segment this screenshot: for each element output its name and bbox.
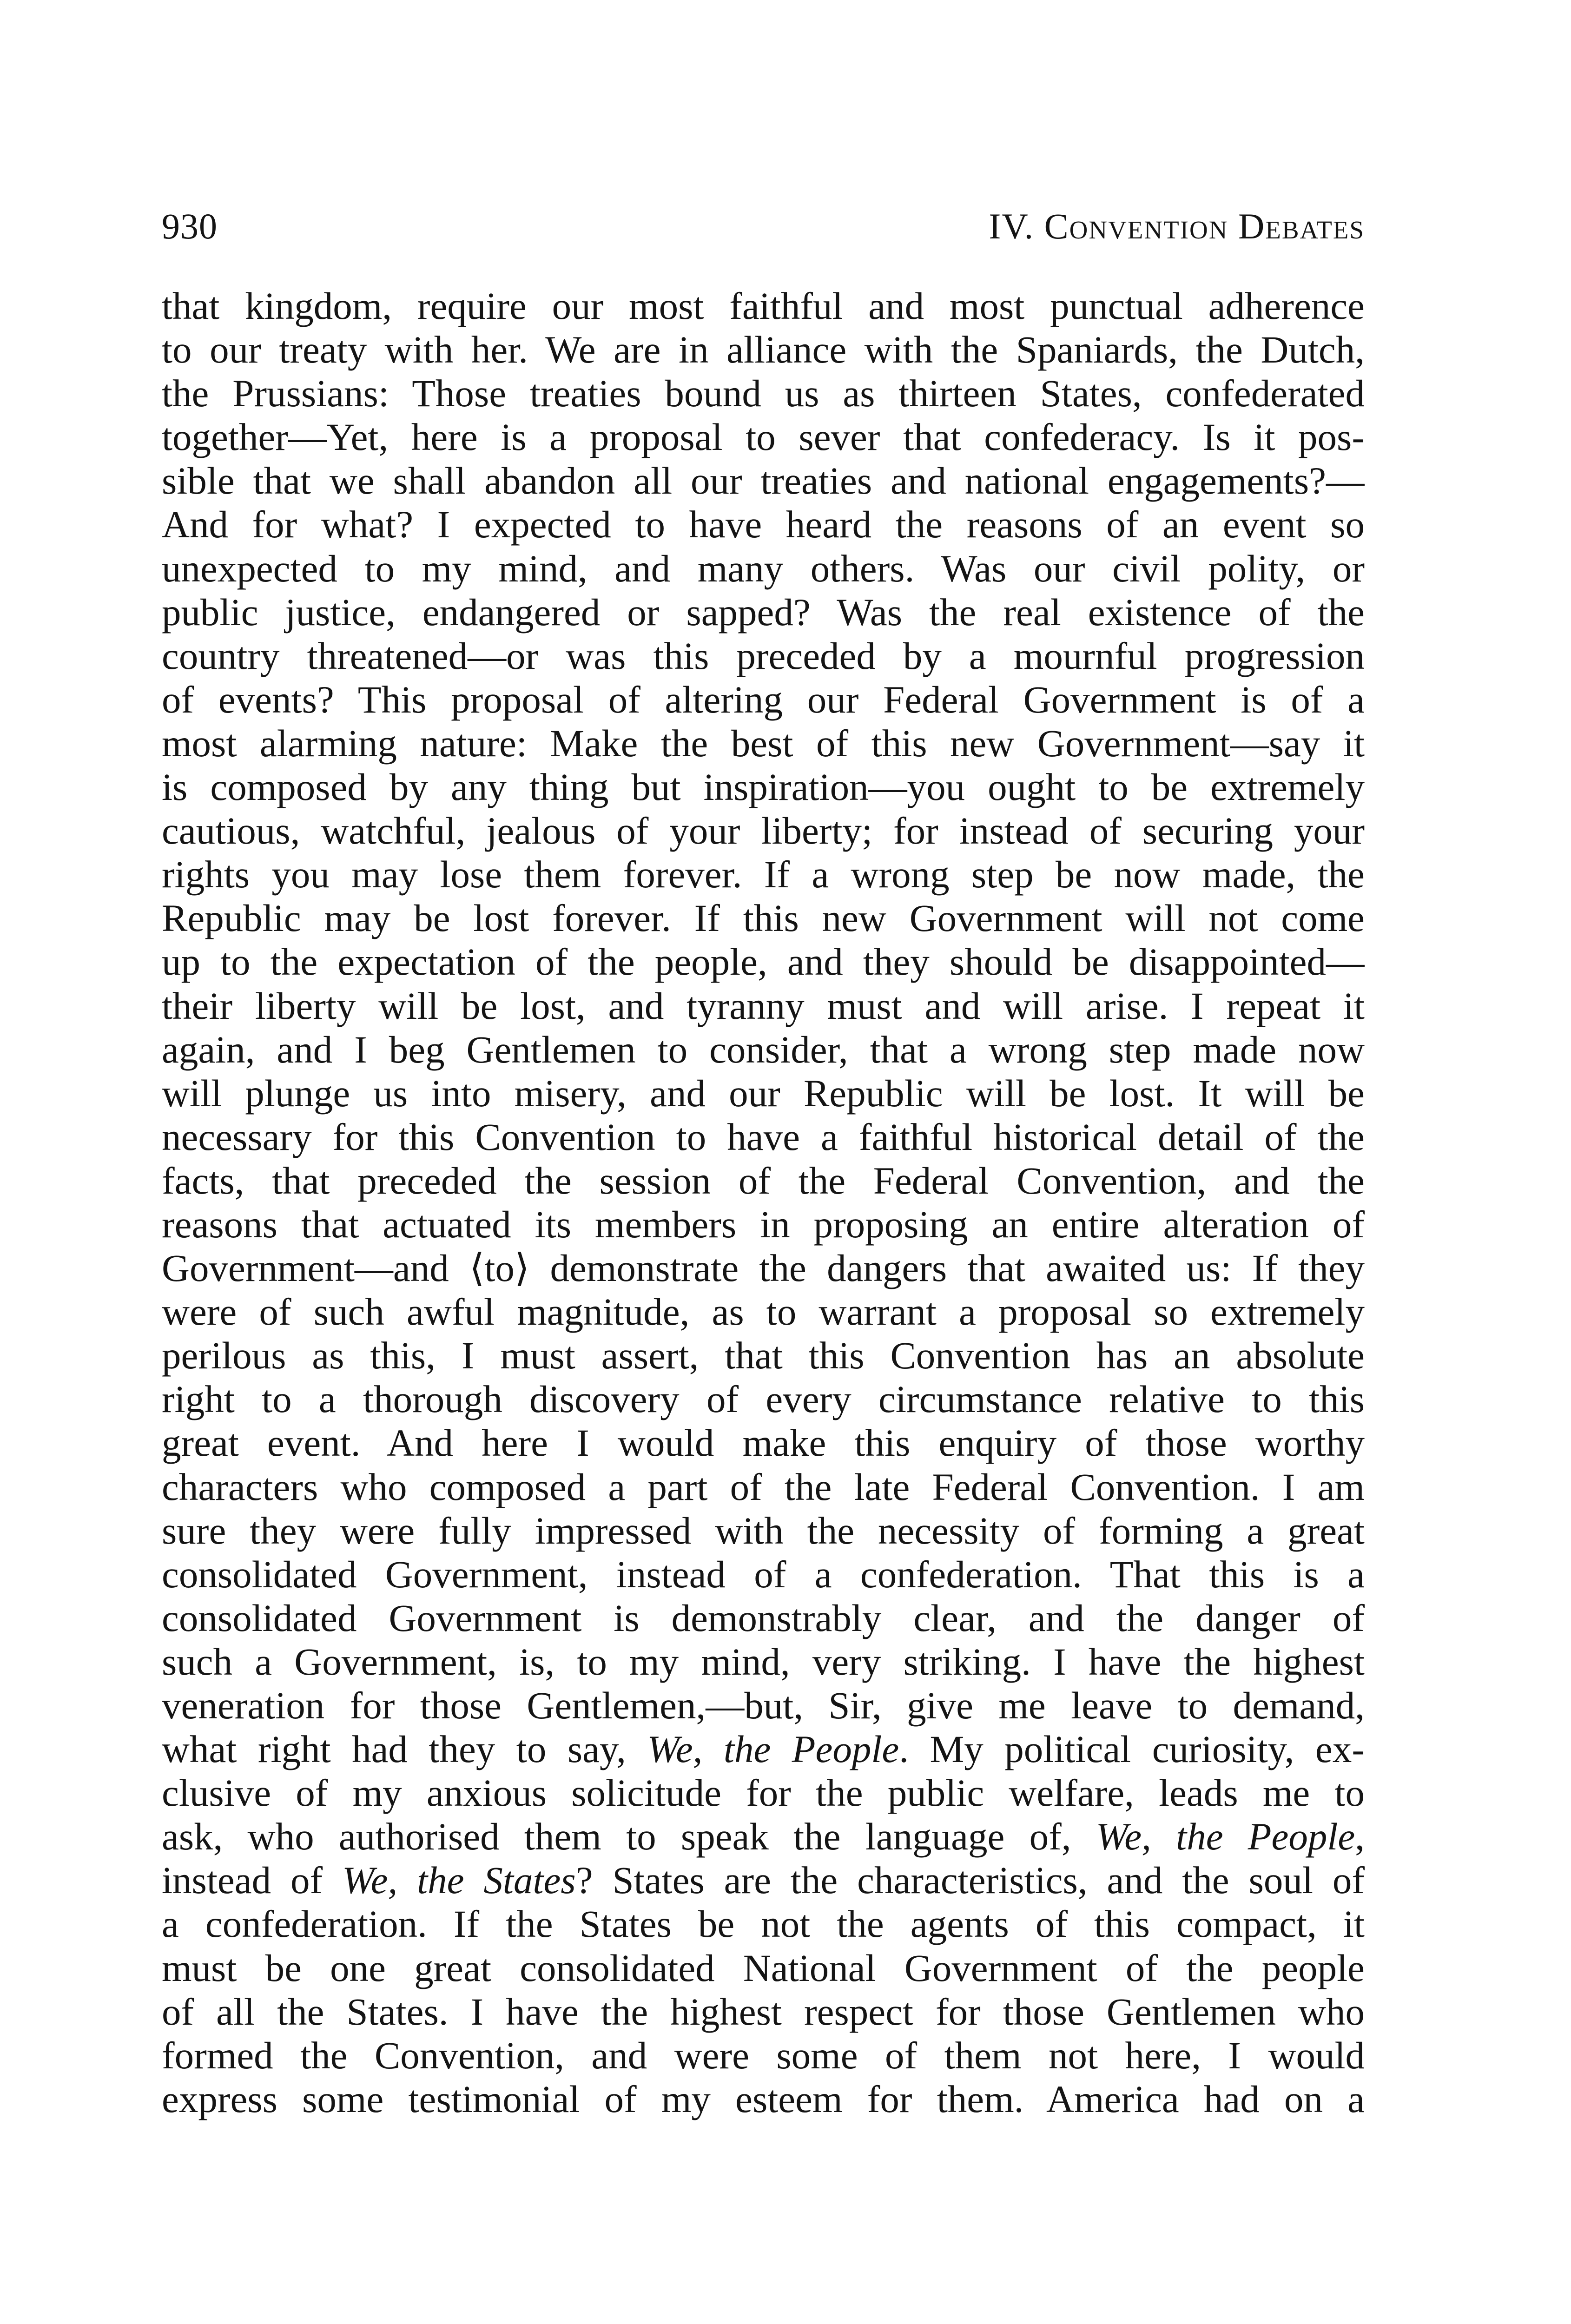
text-line [162,1115,1365,1159]
body-text [162,284,1365,2121]
text-line-content: were of such awful magnitude, as to warrant a proposal so extremely [162,1290,1365,1334]
text-line-content: necessary for this Convention to have a faithful historical detail of the [162,1115,1365,1158]
text-line [162,1246,1365,1290]
text-line [162,765,1365,809]
text-line-content: a confederation. If the States be not the agents of this compact, it [162,1902,1365,1946]
text-line-content: their liberty will be lost, and tyranny must and will arise. I repeat it [162,984,1365,1027]
text-line-content: will plunge us into misery, and our Republic will be lost. It will be [162,1071,1365,1115]
text-segment: . My political curiosity, ex- [899,1728,1365,1771]
text-segment: instead of [162,1859,343,1902]
text-line [162,1377,1365,1421]
text-line-content [162,1859,1365,1901]
text-line-content [162,1728,1365,1770]
italic-phrase: We, the People [1096,1815,1355,1858]
text-line [162,852,1365,896]
text-line [162,590,1365,634]
text-segment: what right had they to say, [162,1728,647,1771]
text-line [162,1071,1365,1115]
text-line [162,415,1365,459]
text-line [162,678,1365,721]
text-line-content: great event. And here I would make this enquiry of those worthy [162,1421,1365,1465]
text-line-content [162,1815,1365,1858]
text-line [162,721,1365,765]
text-line-content: facts, that preceded the session of the Federal Convention, and the [162,1159,1365,1202]
text-line [162,634,1365,678]
text-line-content: to our treaty with her. We are in alliance with the Spaniards, the Dutch, [162,328,1365,371]
page-number: 930 [162,206,218,246]
text-line-content: is composed by any thing but inspiration—you ought to be extremely [162,766,1365,809]
text-line-content: again, and I beg Gentlemen to consider, that a wrong step made now [162,1028,1365,1071]
text-line-content: right to a thorough discovery of every circumstance relative to this [162,1378,1365,1421]
section-title: IV. Convention Debates [989,206,1365,246]
text-line [162,940,1365,984]
text-line [162,2077,1365,2121]
text-line [162,1159,1365,1202]
text-line [162,984,1365,1028]
text-line-content: country threatened—or was this preceded by a mournful progression [162,634,1365,677]
text-line-content: formed the Convention, and were some of them not here, I would [162,2034,1365,2077]
text-segment: , [1355,1815,1365,1858]
text-line-content: express some testimonial of my esteem for them. America had on a [162,2077,1365,2120]
text-line-content: most alarming nature: Make the best of this new Government—say it [162,721,1365,765]
text-line [162,459,1365,502]
text-line [162,1509,1365,1552]
text-line-content: veneration for those Gentlemen,—but, Sir, give me leave to demand, [162,1684,1365,1727]
text-line [162,371,1365,415]
text-line [162,1858,1365,1902]
text-line-content: public justice, endangered or sapped? Was the real existence of the [162,590,1365,634]
running-head [162,201,1365,252]
text-line [162,284,1365,328]
text-line [162,328,1365,371]
text-line-content: cautious, watchful, jealous of your liberty; for instead of securing your [162,809,1365,852]
text-line-content: that kingdom, require our most faithful and most punctual adherence [162,284,1365,327]
text-line-content: rights you may lose them forever. If a wrong step be now made, the [162,853,1365,896]
text-line [162,1946,1365,1990]
text-line [162,1596,1365,1640]
text-line-content: of events? This proposal of altering our Federal Government is of a [162,678,1365,721]
text-line [162,1771,1365,1815]
text-line [162,1990,1365,2034]
text-line [162,1202,1365,1246]
text-line-content: And for what? I expected to have heard the reasons of an event so [162,503,1365,546]
text-line-content: of all the States. I have the highest respect for those Gentlemen who [162,1990,1365,2033]
text-line [162,1552,1365,1596]
text-line [162,1421,1365,1465]
text-line-content: together—Yet, here is a proposal to sever that confederacy. Is it pos- [162,416,1365,459]
text-line [162,1334,1365,1377]
text-line-content: must be one great consolidated National Government of the people [162,1946,1365,1989]
italic-phrase: We, the States [342,1859,576,1902]
text-line [162,1684,1365,1727]
text-line-content: characters who composed a part of the late Federal Convention. I am [162,1465,1365,1508]
text-line-content: unexpected to my mind, and many others. Was our civil polity, or [162,547,1365,590]
text-line [162,1727,1365,1771]
text-line [162,809,1365,852]
text-line-content: sure they were fully impressed with the necessity of forming a great [162,1509,1365,1552]
text-line [162,547,1365,590]
text-line [162,1902,1365,1946]
text-line-content: such a Government, is, to my mind, very striking. I have the highest [162,1640,1365,1683]
text-segment: ? States are the characteristics, and the soul of [575,1859,1365,1902]
italic-phrase: We, the People [647,1728,899,1771]
text-line [162,502,1365,546]
text-line-content: Republic may be lost forever. If this new Government will not come [162,897,1365,940]
text-line [162,1640,1365,1684]
text-line [162,1815,1365,1858]
text-line-content: consolidated Government is demonstrably clear, and the danger of [162,1596,1365,1639]
text-line [162,896,1365,940]
text-line [162,1465,1365,1509]
text-segment: ask, who authorised them to speak the language of, [162,1815,1096,1858]
text-line-content: clusive of my anxious solicitude for the public welfare, leads me to [162,1771,1365,1815]
text-line-content: consolidated Government, instead of a confederation. That this is a [162,1552,1365,1596]
text-line-content: up to the expectation of the people, and they should be disappointed— [162,940,1365,984]
text-line-content: perilous as this, I must assert, that this Convention has an absolute [162,1334,1365,1377]
text-line [162,1290,1365,1334]
text-line-content: Government—and ⟨to⟩ demonstrate the dangers that awaited us: If they [162,1247,1365,1290]
text-line [162,2034,1365,2077]
text-line-content: sible that we shall abandon all our treaties and national engagements?— [162,459,1365,502]
text-line [162,1028,1365,1071]
text-line-content: reasons that actuated its members in proposing an entire alteration of [162,1202,1365,1246]
text-line-content: the Prussians: Those treaties bound us as thirteen States, confederated [162,372,1365,415]
